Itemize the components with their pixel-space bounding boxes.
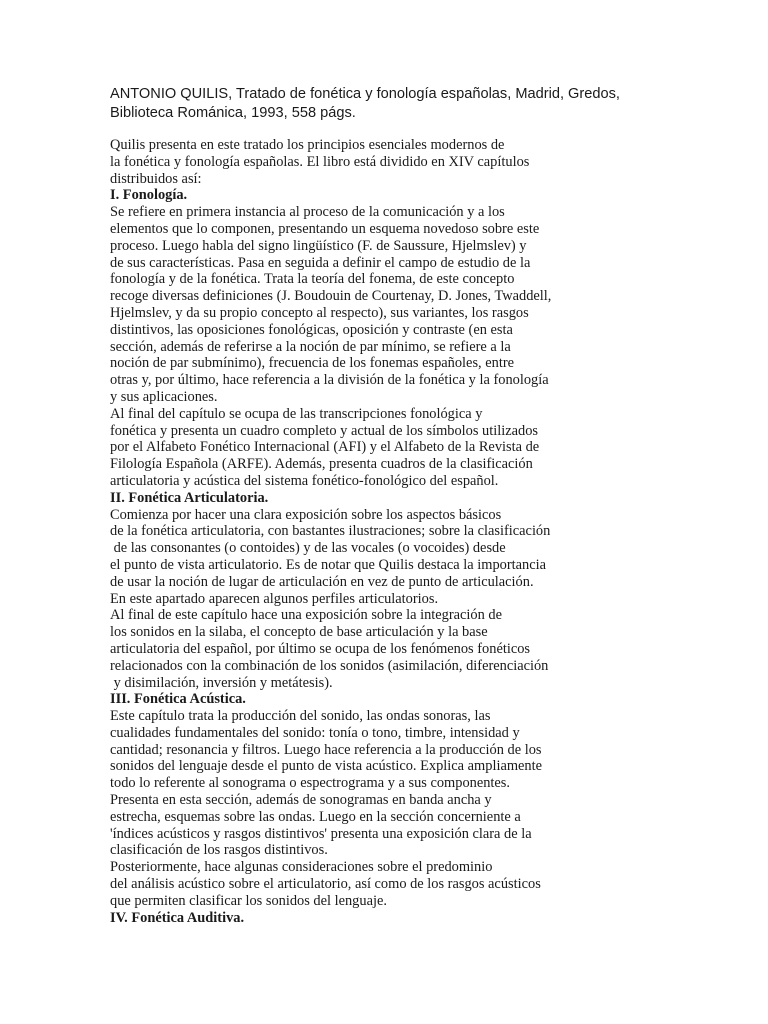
text-line: de sus características. Pasa en seguida a definir el campo de estudio de la — [110, 254, 531, 271]
text-line: la fonética y fonología españolas. El libro está dividido en XIV capítulos — [110, 153, 530, 170]
text-line: articulatoria y acústica del sistema fonético-fonológico del español. — [110, 472, 499, 489]
chapter-sections — [110, 187, 670, 926]
text-line: En este apartado aparecen algunos perfiles articulatorios. — [110, 590, 439, 607]
text-line: Hjelmslev, y da su propio concepto al respecto), sus variantes, los rasgos — [110, 304, 529, 321]
text-line: el punto de vista articulatorio. Es de notar que Quilis destaca la importancia — [110, 556, 546, 573]
text-line: Comienza por hacer una clara exposición sobre los aspectos básicos — [110, 506, 502, 523]
text-line: cualidades fundamentales del sonido: tonía o tono, timbre, intensidad y — [110, 724, 520, 741]
chapter-heading: IV. Fonética Auditiva. — [110, 909, 245, 926]
text-line: sección, además de referirse a la noción de par mínimo, se refiere a la — [110, 338, 511, 355]
text-line: cantidad; resonancia y filtros. Luego hace referencia a la producción de los — [110, 741, 542, 758]
text-line: recoge diversas definiciones (J. Boudouin de Courtenay, D. Jones, Twaddell, — [110, 288, 552, 305]
text-line: relacionados con la combinación de los sonidos (asimilación, diferenciación — [110, 657, 549, 674]
chapter-section — [110, 187, 670, 489]
text-line: del análisis acústico sobre el articulatorio, así como de los rasgos acústicos — [110, 876, 541, 893]
intro-paragraph — [110, 137, 670, 187]
text-line: Al final del capítulo se ocupa de las transcripciones fonológica y — [110, 405, 483, 422]
text-line: de usar la noción de lugar de articulación en vez de punto de articulación. — [110, 573, 534, 590]
text-line: fonología y de la fonética. Trata la teoría del fonema, de este concepto — [110, 271, 515, 288]
chapter-section — [110, 490, 670, 692]
text-line: Posteriormente, hace algunas consideraciones sobre el predominio — [110, 859, 493, 876]
text-line: noción de par submínimo), frecuencia de los fonemas españoles, entre — [110, 355, 514, 372]
text-line: de las consonantes (o contoides) y de las vocales (o vocoides) desde — [110, 540, 506, 557]
text-line: clasificación de los rasgos distintivos. — [110, 842, 328, 859]
text-line: Quilis presenta en este tratado los principios esenciales modernos de — [110, 137, 505, 153]
chapter-heading: II. Fonética Articulatoria. — [110, 489, 269, 506]
text-line: sonidos del lenguaje desde el punto de vista acústico. Explica ampliamente — [110, 758, 542, 775]
text-line: Al final de este capítulo hace una exposición sobre la integración de — [110, 607, 502, 624]
text-line: Presenta en esta sección, además de sonogramas en banda ancha y — [110, 792, 492, 809]
text-line: Filología Española (ARFE). Además, presenta cuadros de la clasificación — [110, 456, 533, 473]
chapter-heading: III. Fonética Acústica. — [110, 691, 246, 708]
chapter-section — [110, 691, 670, 909]
text-line: fonética y presenta un cuadro completo y actual de los símbolos utilizados — [110, 422, 539, 439]
text-line: distintivos, las oposiciones fonológicas, oposición y contraste (en esta — [110, 321, 513, 338]
book-citation — [110, 85, 670, 123]
document-page — [110, 85, 670, 926]
citation-line: ANTONIO QUILIS, Tratado de fonética y fonología españolas, Madrid, Gredos, — [110, 86, 620, 102]
text-line: Se refiere en primera instancia al proceso de la comunicación y a los — [110, 204, 505, 221]
text-line: estrecha, esquemas sobre las ondas. Luego en la sección concerniente a — [110, 808, 521, 825]
review-body — [110, 137, 670, 926]
text-line: y sus aplicaciones. — [110, 388, 218, 405]
text-line: proceso. Luego habla del signo lingüístico (F. de Saussure, Hjelmslev) y — [110, 237, 527, 254]
text-line: y disimilación, inversión y metátesis). — [110, 674, 333, 691]
chapter-heading: I. Fonología. — [110, 187, 188, 204]
text-line: los sonidos en la silaba, el concepto de base articulación y la base — [110, 624, 488, 641]
text-line: que permiten clasificar los sonidos del lenguaje. — [110, 892, 387, 909]
text-line: articulatoria del español, por último se ocupa de los fenómenos fonéticos — [110, 640, 531, 657]
text-line: elementos que lo componen, presentando un esquema novedoso sobre este — [110, 220, 540, 237]
chapter-section — [110, 910, 670, 927]
citation-line: Biblioteca Románica, 1993, 558 págs. — [110, 105, 356, 121]
text-line: por el Alfabeto Fonético Internacional (AFI) y el Alfabeto de la Revista de — [110, 439, 540, 456]
text-line: 'índices acústicos y rasgos distintivos' presenta una exposición clara de la — [110, 825, 532, 842]
text-line: Este capítulo trata la producción del sonido, las ondas sonoras, las — [110, 708, 491, 725]
text-line: distribuidos así: — [110, 170, 202, 187]
text-line: otras y, por último, hace referencia a la división de la fonética y la fonología — [110, 372, 549, 389]
text-line: de la fonética articulatoria, con bastantes ilustraciones; sobre la clasificación — [110, 523, 551, 540]
text-line: todo lo referente al sonograma o espectrograma y a sus componentes. — [110, 775, 511, 792]
